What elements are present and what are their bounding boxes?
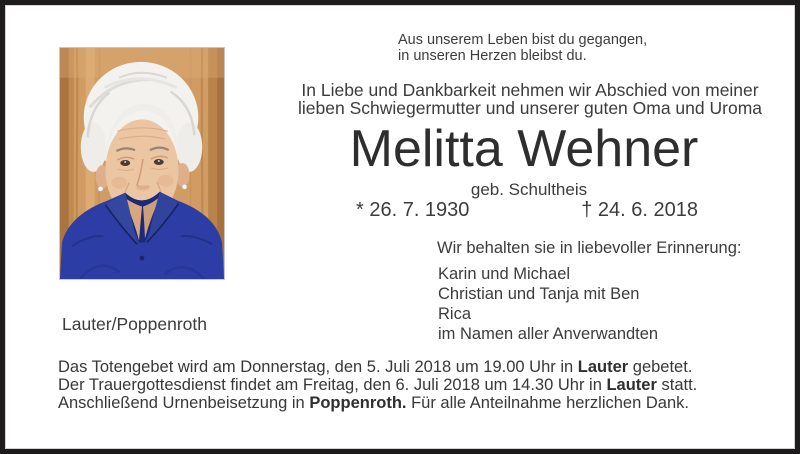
funeral-line-text: Der Trauergottesdienst findet am Freitag, den 6. Juli 2018 um 14.30 Uhr in — [58, 376, 607, 394]
death-date: † 24. 6. 2018 — [581, 199, 698, 221]
memorial-verse-line: Aus unserem Leben bist du gegangen, — [398, 32, 648, 48]
memorial-verse-line: in unseren Herzen bleibst du. — [398, 47, 587, 64]
places-caption: Lauter/Poppenroth — [62, 314, 207, 334]
intro-line: In Liebe und Dankbarkeit nehmen wir Abschied von meiner — [301, 80, 759, 100]
portrait-illustration — [60, 48, 224, 279]
remembrance-heading: Wir behalten sie in liebevoller Erinnerung: — [437, 239, 742, 257]
intro-text — [260, 81, 800, 117]
funeral-info — [58, 358, 758, 412]
birth-date: * 26. 7. 1930 — [356, 199, 470, 221]
funeral-line-text: statt. — [656, 376, 698, 394]
life-dates — [356, 199, 698, 221]
mourner-item: Karin und Michael — [438, 265, 571, 283]
funeral-line — [58, 394, 758, 412]
memorial-verse — [398, 33, 647, 64]
funeral-line-text: Anschließend Urnenbeisetzung in — [58, 394, 310, 412]
intro-line: lieben Schwiegermutter und unserer guten Oma und Uroma — [298, 98, 762, 118]
funeral-line — [58, 376, 758, 394]
mourners-list — [438, 264, 658, 344]
funeral-place-bold: Poppenroth. — [309, 394, 407, 412]
mourner-item: im Namen aller Anverwandten — [438, 325, 659, 343]
portrait-photo — [59, 47, 225, 280]
funeral-place-bold: Lauter — [606, 376, 657, 394]
maiden-name: geb. Schultheis — [470, 180, 588, 199]
funeral-line-text: gebetet. — [628, 358, 693, 376]
funeral-line — [58, 358, 758, 376]
funeral-line-text: Das Totengebet wird am Donnerstag, den 5. Juli 2018 um 19.00 Uhr in — [58, 358, 578, 376]
deceased-name: Melitta Wehner — [349, 120, 699, 178]
funeral-place-bold: Lauter — [577, 358, 629, 376]
funeral-line-text: Für alle Anteilnahme herzlichen Dank. — [406, 394, 689, 412]
mourner-item: Christian und Tanja mit Ben — [438, 285, 640, 303]
mourner-item: Rica — [438, 305, 472, 323]
